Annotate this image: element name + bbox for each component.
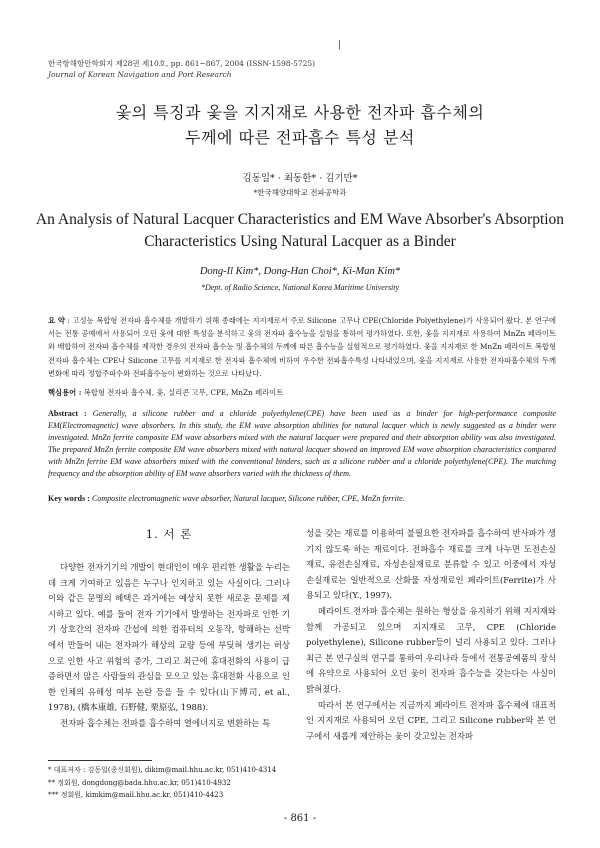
english-abstract-text: Generally, a silicone rubber and a chloride polyethylene(CPE) have been used as a binder for high-performance composite EM(Electromagnetic) wave absorbers. In this study, the EM wave absorption abilities for natural lacquer which is newly suggested as a binder were investigated. MnZn ferrite composite EM wave absorbers mixed with the natural lacquer were prepared and their absorption ability was also investigated. The prepared MnZn ferrite composite EM wave absorbers mixed with natural lacquer showed an improved EM wave absorption characteristics compared with MnZn ferrite EM wave absorbers mixed with the conventional binders, such as a silicone rubber and a chloride polyethylene(CPE). The matching frequency and the absorption ability of EM wave absorbers varied with the thickness of them.: [48, 409, 556, 478]
english-abstract: [48, 408, 556, 479]
body-paragraph: 성을 갖는 재료를 이용하여 불필요한 전자파를 흡수하여 반사파가 생기지 않도록 하는 재료이다. 전파흡수 재료를 크게 나누면 도전손실재료, 유전손실재료, 자성손실재료로 분류할 수 있고 이중에서 자성손실재료는 일반적으로 산화물 자성재료인 페라이트(Ferrite)가 사용되고 있다(Y., 1997).: [306, 528, 556, 601]
left-column: [48, 560, 290, 732]
footnotes: [48, 764, 276, 802]
margin-mark: |: [338, 40, 342, 50]
english-authors: Dong-Il Kim*, Dong-Han Choi*, Ki-Man Kim*: [199, 266, 401, 277]
body-paragraph: 따라서 본 연구에서는 지금까지 페라이트 전자파 흡수체에 대표적인 지지재로 사용되어 오던 CPE, 그리고 Silicone rubber와 본 연구에서 새롭게 제안하는 옻이 갖고있는 전자파: [306, 699, 556, 741]
korean-abstract: [48, 314, 556, 380]
page-number: - 861 -: [283, 813, 317, 824]
body-paragraph: 페라이트 전자파 흡수체는 원하는 형상을 유지하기 위해 지지재와 함께 가공되고 있으며 지지재로 고무, CPE (Chloride polyethylene), Silicone rubber등이 널리 사용되고 있다. 그러나 최근 본 연구실의 연구를 통하여 우리나라 등에서 전통공예품의 장식에 유약으로 사용되어 오던 옻이 전자파 흡수능을 갖는다는 사실이 밝혀졌다.: [306, 605, 556, 694]
korean-keywords-text: 복합형 전자파 흡수체, 옻, 실리콘 고무, CPE, MnZn 페라이트: [83, 388, 284, 397]
english-keywords: [48, 493, 556, 505]
body-paragraph: 전자파 흡수체는 전파를 흡수하여 열에너지로 변환하는 특: [60, 717, 271, 728]
korean-authors: 김동일* · 최동한* · 김기만*: [242, 173, 358, 184]
english-keywords-label: Key words :: [48, 494, 90, 503]
korean-affiliation: *한국해양대학교 전파공학과: [253, 188, 347, 197]
footnote: ** 정회원, dongdong@bada.hhu.ac.kr, 051)410-4932: [48, 778, 231, 787]
english-affiliation: *Dept. of Radio Science, National Korea Maritime University: [200, 283, 400, 292]
korean-title-line1: 옻의 특징과 옻을 지지재로 사용한 전자파 흡수체의: [115, 103, 485, 122]
body-paragraph: 다양한 전자기기의 개발이 현대인이 매우 편리한 생활을 누리는데 크게 기여하고 있음은 누구나 인지하고 있는 사실이다. 그러나 이와 같은 문명의 혜택은 과거에는 예상치 못한 새로운 문제를 제시하고 있다. 예를 들어 전자 기기에서 발생하는 전자파로 인한 기기 상호간의 전자파 간섭에 의한 컴퓨터의 오동작, 항해하는 선박에서 만들어 내는 전자파가 해상의 교량 등에 부딪혀 생기는 허상으로 인한 사고 위험의 증가, 그리고 최근에 휴대전화의 사용이 급증하면서 많은 사람들의 관심을 모으고 있는 휴대전화 사용으로 인한 인체의 유해성 여부 논란 등을 들 수 있다(山下博司, et al., 1978), (橋本康雄, 石野健, 栗原弘, 1988).: [48, 562, 290, 713]
footnote: * 대표저자 : 김동일(종신회원), dikim@mail.hhu.ac.kr, 051)410-4314: [48, 766, 277, 774]
right-column: [306, 526, 556, 744]
korean-keywords-label: 핵심용어 :: [48, 388, 82, 397]
footnote-rule: [48, 760, 152, 761]
korean-abstract-label: 요 약: [48, 316, 65, 325]
english-title-line2: Characteristics Using Natural Lacquer as a Binder: [144, 233, 456, 250]
footnote: *** 정회원, kimkim@mail.hhu.ac.kr, 051)410-4423: [48, 791, 224, 800]
korean-keywords: [48, 386, 556, 399]
korean-abstract-text: : 고성능 복합형 전자파 흡수체를 개발하기 위해 종래에는 지지재로서 주로 Silicone 고무나 CPE(Chloride Polyethylene)가 사용되어 왔다. 본 연구에서는 전통 공예에서 사용되어 오던 옻에 대한 특성을 분석하고 옻의 전자파 흡수능을 실험을 통하여 평가하였다. 또한, 옻을 지지재로 사용하여 MnZn 페라이트와 배합하여 전자파 흡수체를 제작한 경우의 전자파 흡수능 및 흡수체의 두께에 따른 흡수능을 실험적으로 평가하였다. 옻을 지지재로 한 MnZn 페라이트 복합형 전자파 흡수체는 CPE나 Silicone 고무를 지지재로 한 전자파 흡수체에 비하여 우수한 전파흡수특성 나타내었으며, 옻을 지지재로 사용한 전자파흡수체의 두께 변화에 따라 정합주파수와 전파흡수능이 변화하는 것으로 나타났다.: [48, 316, 557, 378]
english-abstract-label: Abstract :: [48, 409, 87, 418]
journal-citation: 한국항해항만학회지 제28권 제10호, pp. 861~867, 2004 (ISSN-1598-5725): [48, 59, 316, 68]
journal-header: [48, 58, 315, 80]
english-keywords-text: Composite electromagnetic wave absorber, Natural lacquer, Silicone rubber, CPE, MnZn ferrite.: [91, 494, 405, 503]
english-title-line1: An Analysis of Natural Lacquer Characteristics and EM Wave Absorber's Absorption: [35, 211, 565, 228]
section-heading: 1. 서 론: [145, 527, 193, 541]
journal-name: Journal of Korean Navigation and Port Research: [48, 70, 232, 79]
korean-title-line2: 두께에 따른 전파흡수 특성 분석: [185, 128, 415, 147]
